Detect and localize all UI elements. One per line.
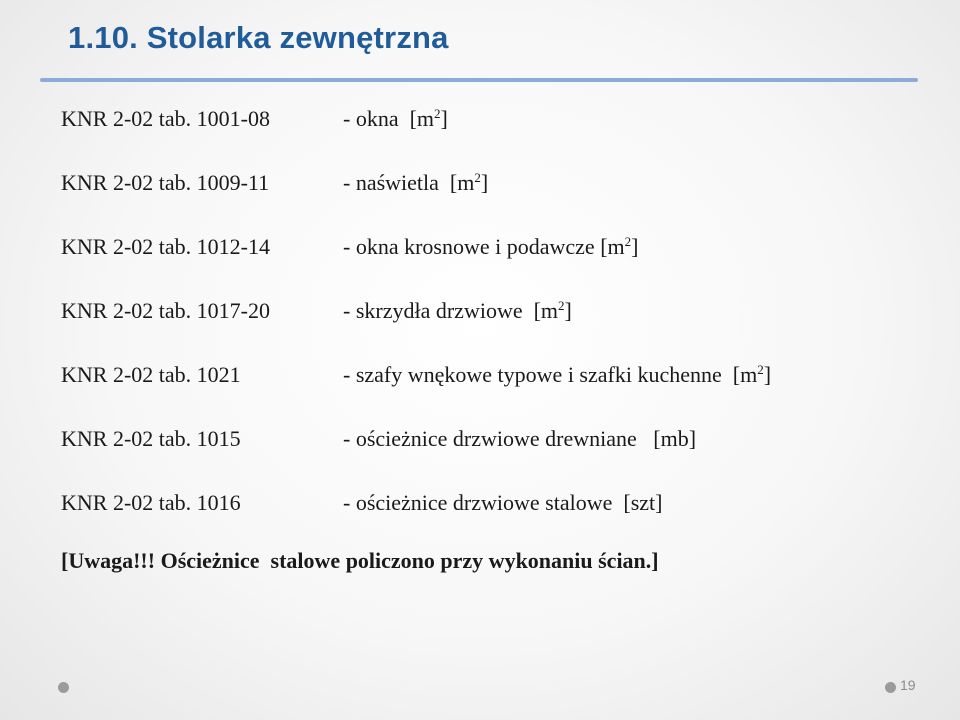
note-text: [Uwaga!!! Ościeżnice stalowe policzono przy wykonaniu ścian.] xyxy=(61,548,659,573)
norm-description: - szafy wnękowe typowe i szafki kuchenne $[m^2]$ xyxy=(343,362,772,387)
list-item xyxy=(61,290,921,354)
list-item xyxy=(61,418,921,482)
title-divider xyxy=(40,78,918,82)
list-item xyxy=(61,226,921,290)
norm-description: - okna krosnowe i podawcze $[m^2]$ xyxy=(343,234,639,259)
norm-code: KNR 2-02 tab. 1012-14 xyxy=(61,234,270,259)
norm-code: KNR 2-02 tab. 1021 xyxy=(61,362,241,387)
list-item xyxy=(61,354,921,418)
list-item xyxy=(61,162,921,226)
norm-list xyxy=(61,98,921,546)
norm-description: - ościeżnice drzwiowe drewniane [mb] xyxy=(343,426,697,451)
list-item xyxy=(61,98,921,162)
norm-description: - naświetla $[m^2]$ xyxy=(343,170,489,195)
norm-code: KNR 2-02 tab. 1001-08 xyxy=(61,106,270,131)
footer-dot-icon xyxy=(58,682,69,693)
norm-code: KNR 2-02 tab. 1015 xyxy=(61,426,241,451)
norm-code: KNR 2-02 tab. 1016 xyxy=(61,490,241,515)
norm-description: - ościeżnice drzwiowe stalowe [szt] xyxy=(343,490,663,515)
footer-dot-icon xyxy=(885,682,896,693)
norm-description: - skrzydła drzwiowe $[m^2]$ xyxy=(343,298,572,323)
norm-code: KNR 2-02 tab. 1017-20 xyxy=(61,298,270,323)
norm-description: - okna $[m^2]$ xyxy=(343,106,448,131)
norm-code: KNR 2-02 tab. 1009-11 xyxy=(61,170,270,195)
page-number: 19 xyxy=(900,677,916,693)
list-item xyxy=(61,482,921,546)
slide-title: 1.10. Stolarka zewnętrzna xyxy=(68,20,449,55)
